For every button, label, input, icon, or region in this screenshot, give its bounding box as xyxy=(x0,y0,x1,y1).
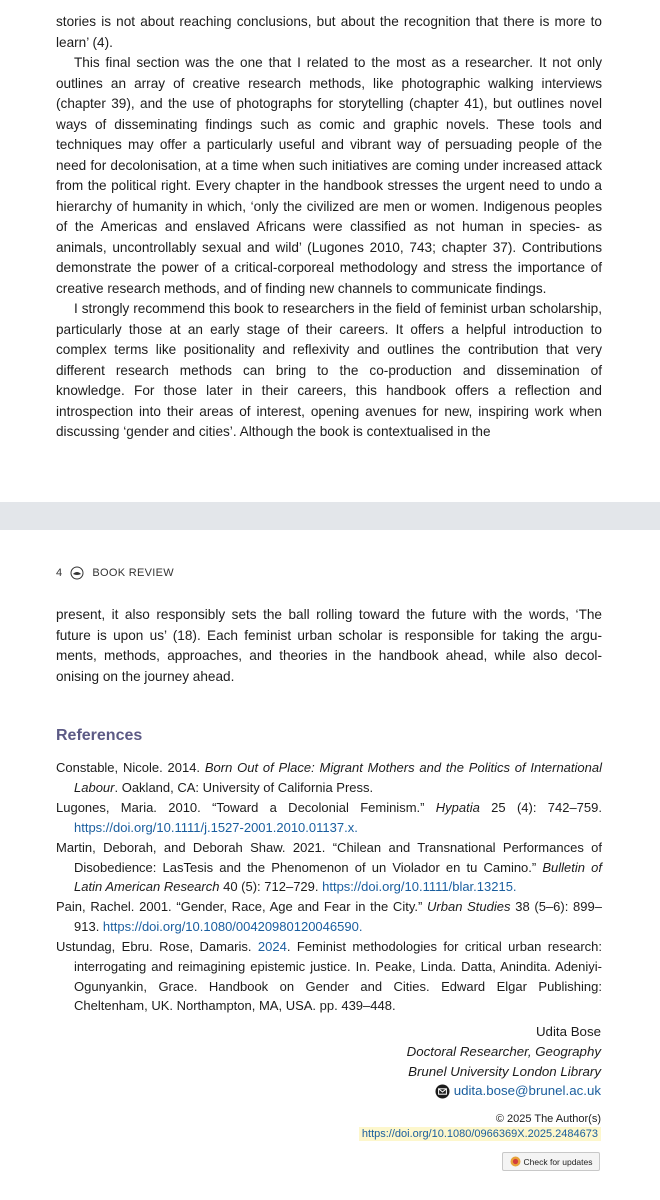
ref-text: . Feminist methodologies for critical urban research: interrogating and reimagining epistemic justice. In. Peake, Linda. Datta, Anindita. Adeniyi-Ogunyankin, Grace. Handbook on Gender and Cities. Edward Elgar Publishing: Cheltenham, UK. Northampton, MA, USA. pp. 439–448. xyxy=(74,939,603,1014)
ref-text: Martin, Deborah, and Deborah Shaw. 2021. “Chilean and Transnational Performances of Disobedience: LasTesis and the Phenomenon of un Violador en tu Camino.” xyxy=(56,839,602,875)
author-affiliation: Brunel University London Library xyxy=(408,1063,601,1079)
top-body-text xyxy=(56,12,602,443)
copyright-block xyxy=(359,1112,601,1142)
ref-text: Ustundag, Ebru. Rose, Damaris. xyxy=(56,939,258,955)
running-head-title: BOOK REVIEW xyxy=(92,567,174,579)
page-separator xyxy=(0,502,660,530)
author-email-line xyxy=(407,1081,601,1101)
reference-item xyxy=(56,897,602,936)
page-number: 4 xyxy=(56,567,63,579)
copyright-text: © 2025 The Author(s) xyxy=(495,1113,601,1125)
paragraph: present, it also responsibly sets the ball rolling toward the future with the words, ‘The future is upon us’ (18). Each feminist urban scholar is responsible for taking the arguments, methods, approaches, and theories in the handbook ahead, while also decolonising on the journey ahead. xyxy=(56,607,602,684)
ref-title: Born Out of Place: Migrant Mothers and the Politics of International Labour xyxy=(74,760,602,795)
year-link[interactable]: 2024 xyxy=(257,939,287,955)
paragraph: stories is not about reaching conclusions, but about the recognition that there is more to learn’ (4). xyxy=(56,14,602,50)
ref-text: Constable, Nicole. 2014. xyxy=(56,760,205,775)
ref-title: Bulletin of Latin American Research xyxy=(74,859,602,895)
ref-text: Pain, Rachel. 2001. “Gender, Race, Age and Fear in the City.” xyxy=(56,899,428,915)
ref-text: Lugones, Maria. 2010. “Toward a Decolonial Feminism.” xyxy=(56,799,436,815)
check-for-updates-button[interactable] xyxy=(502,1152,600,1171)
doi-link[interactable]: https://doi.org/10.1111/blar.13215. xyxy=(322,879,517,895)
reference-item xyxy=(56,937,602,1016)
top-page xyxy=(0,0,660,502)
author-email-link[interactable]: udita.bose@brunel.ac.uk xyxy=(453,1083,601,1099)
email-icon xyxy=(435,1084,450,1099)
reference-item xyxy=(56,758,602,797)
check-updates-label: Check for updates xyxy=(523,1156,593,1167)
ref-text: 38 (5–6): 899–913. xyxy=(74,899,602,935)
reference-item xyxy=(56,838,602,897)
ref-text: 25 (4): 742–759. xyxy=(479,799,602,815)
running-head xyxy=(56,566,174,580)
ref-title: Urban Studies xyxy=(427,899,511,915)
article-doi-link[interactable]: https://doi.org/10.1080/0966369X.2025.2484673 xyxy=(359,1127,601,1141)
author-signature xyxy=(407,1022,601,1101)
ref-text: . Oakland, CA: University of California Press. xyxy=(114,779,374,795)
references-list xyxy=(56,758,602,1017)
doi-link[interactable]: https://doi.org/10.1111/j.1527-2001.2010.01137.x. xyxy=(74,819,358,835)
reference-item xyxy=(56,798,602,837)
author-name: Udita Bose xyxy=(535,1024,601,1039)
check-updates-icon xyxy=(510,1156,521,1167)
journal-logo-icon xyxy=(70,566,84,580)
paragraph: This final section was the one that I related to the most as a researcher. It not only outlines an array of creative research methods, like photographic walking interviews (chapter 39), and the use of photographs for storytelling (chapter 41), but outlines novel ways of disseminating findings such as comic and graphic novels. These tools and techniques may offer a particularly useful and vibrant way of persuading people of the need for decolonisation, at a time when such initiatives are coming under increased attack from the political right. Every chapter in the handbook stresses the urgent need to undo a hierarchy of humanity in which, ‘only the civilized are men or women. Indigenous peoples of the Americas and enslaved Africans were classified as not human in species- as animals, uncontrollably sexual and wild’ (Lugones 2010, 743; chapter 37). Contributions demonstrate the power of a critical-corporeal methodology and stress the importance of creative research methods, and of finding new channels to communicate findings. xyxy=(56,55,602,296)
paragraph: I strongly recommend this book to researchers in the field of feminist urban scholarship, particularly those at an early stage of their careers. It offers a helpful introduction to complex terms like positionality and reflexivity and outlines the contribution that very different research methods can bring to the co-production and dissemination of knowledge. For those later in their careers, this handbook offers a reflection and introspection into their areas of interest, opening avenues for new, inspiring work when discussing ‘gender and cities’. Although the book is contextualised in the xyxy=(56,301,602,439)
ref-title: Hypatia xyxy=(435,799,480,815)
ref-text: 40 (5): 712–729. xyxy=(219,879,323,895)
doi-link[interactable]: https://doi.org/10.1080/00420980120046590. xyxy=(102,919,363,935)
references-heading: References xyxy=(56,727,143,744)
author-role: Doctoral Researcher, Geography xyxy=(406,1043,601,1059)
bottom-body-text xyxy=(56,605,602,687)
